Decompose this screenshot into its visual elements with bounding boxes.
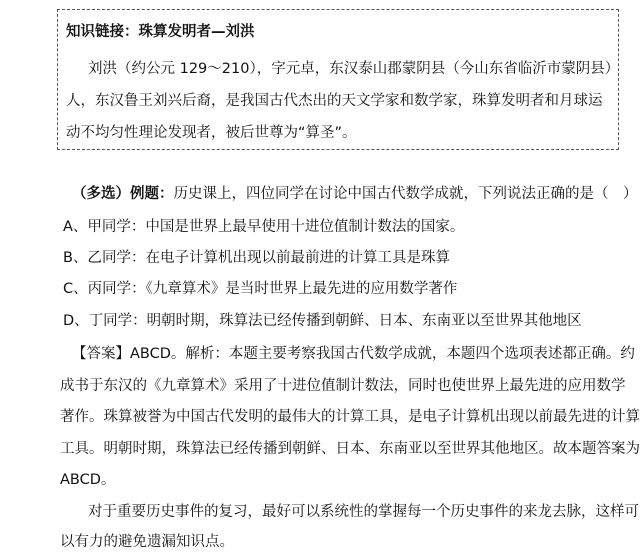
- option-c: C、丙同学：《九章算术》是当时世界上最先进的应用数学著作: [63, 281, 458, 297]
- knowledge-link-line: 动不均匀性理论发现者，被后世尊为“算圣”。: [66, 125, 357, 141]
- knowledge-link-line: 人，东汉鲁王刘兴后裔，是我国古代杰出的天文学家和数学家，珠算发明者和月球运: [66, 93, 603, 109]
- knowledge-link-title: 知识链接：珠算发明者—刘洪: [66, 24, 255, 40]
- knowledge-link-box: [57, 9, 619, 150]
- answer-label: 【答案】: [72, 346, 130, 362]
- knowledge-link-line: 刘洪（约公元 129～210），字元卓，东汉泰山郡蒙阴县（今山东省临沂市蒙阴县）: [88, 61, 620, 77]
- question-line: [72, 182, 638, 203]
- question-text: 历史课上，四位同学在讨论中国古代数学成就，下列说法正确的是（ ）: [173, 186, 638, 202]
- answer-text: ABCD。解析：本题主要考察我国古代数学成就，本题四个选项表述都正确。约: [130, 346, 635, 362]
- summary-line: 以有力的避免遗漏知识点。: [60, 534, 234, 550]
- answer-line: 工具。明朝时期，珠算法已经传播到朝鲜、日本、东南亚以至世界其他地区。故本题答案为: [60, 441, 640, 457]
- question-prefix: （多选）例题：: [72, 186, 174, 202]
- answer-line: 著作。珠算被誉为中国古代发明的最伟大的计算工具，是电子计算机出现以前最先进的计算: [60, 409, 640, 425]
- answer-line: ABCD。: [60, 472, 116, 488]
- option-d: D、丁同学：明朝时期，珠算法已经传播到朝鲜、日本、东南亚以至世界其他地区: [63, 313, 582, 329]
- answer-line: 成书于东汉的《九章算术》采用了十进位值制计数法，同时也使世界上最先进的应用数学: [60, 378, 626, 394]
- summary-line: 对于重要历史事件的复习，最好可以系统性的掌握每一个历史事件的来龙去脉，这样可: [88, 504, 639, 520]
- option-b: B、乙同学：在电子计算机出现以前最前进的计算工具是珠算: [63, 250, 450, 266]
- option-a: A、甲同学：中国是世界上最早使用十进位值制计数法的国家。: [63, 219, 465, 235]
- answer-line: [72, 342, 635, 363]
